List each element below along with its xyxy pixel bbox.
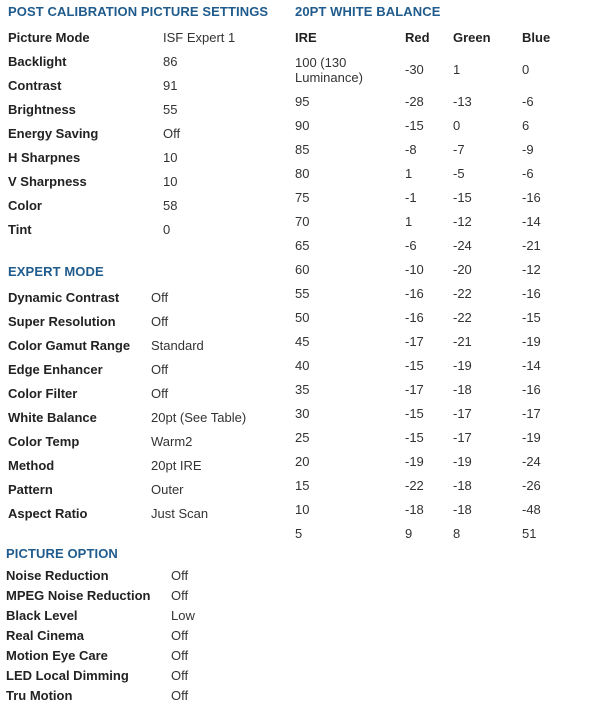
- ire-cell: 85: [295, 142, 310, 157]
- setting-value: Off: [171, 588, 189, 603]
- green-cell: -18: [453, 478, 472, 493]
- setting-value: Off: [171, 648, 189, 663]
- blue-cell: -26: [522, 478, 541, 493]
- ire-cell: 50: [295, 310, 310, 325]
- red-cell: -28: [405, 94, 424, 109]
- setting-label: H Sharpnes: [8, 150, 81, 165]
- ire-cell: 20: [295, 454, 310, 469]
- setting-label: Pattern: [8, 482, 53, 497]
- setting-value: Off: [171, 568, 189, 583]
- red-cell: -17: [405, 382, 424, 397]
- setting-value: Just Scan: [151, 506, 209, 521]
- blue-cell: -21: [522, 238, 541, 253]
- setting-label: Color Filter: [8, 386, 78, 401]
- ire-cell: 40: [295, 358, 310, 373]
- blue-cell: 0: [522, 62, 530, 77]
- setting-label: Contrast: [8, 78, 62, 93]
- ire-cell: 95: [295, 94, 310, 109]
- setting-value: Warm2: [151, 434, 193, 449]
- green-cell: -22: [453, 286, 472, 301]
- setting-label: Super Resolution: [8, 314, 116, 329]
- setting-value: 86: [163, 54, 178, 69]
- red-cell: -16: [405, 310, 424, 325]
- post-calibration-heading: POST CALIBRATION PICTURE SETTINGS: [8, 4, 269, 19]
- setting-label: Picture Mode: [8, 30, 90, 45]
- ire-cell: 5: [295, 526, 303, 541]
- green-cell: -13: [453, 94, 472, 109]
- blue-cell: -6: [522, 94, 534, 109]
- picture-option-heading: PICTURE OPTION: [6, 546, 118, 561]
- ire-cell: 55: [295, 286, 310, 301]
- ire-cell: 60: [295, 262, 310, 277]
- setting-value: Outer: [151, 482, 184, 497]
- red-cell: -19: [405, 454, 424, 469]
- column-header-blue: Blue: [522, 30, 551, 45]
- blue-cell: -16: [522, 190, 541, 205]
- expert-mode-heading: EXPERT MODE: [8, 264, 104, 279]
- green-cell: -19: [453, 358, 472, 373]
- blue-cell: -19: [522, 334, 541, 349]
- setting-value: 20pt (See Table): [151, 410, 247, 425]
- setting-value: 0: [163, 222, 171, 237]
- ire-cell: 100 (130 Luminance): [295, 55, 363, 85]
- white-balance-heading: 20PT WHITE BALANCE: [295, 4, 441, 19]
- blue-cell: -16: [522, 286, 541, 301]
- ire-cell: 45: [295, 334, 310, 349]
- ire-cell: 65: [295, 238, 310, 253]
- setting-value: 10: [163, 174, 178, 189]
- blue-cell: -14: [522, 214, 541, 229]
- setting-value: Off: [151, 290, 169, 305]
- setting-label: Edge Enhancer: [8, 362, 103, 377]
- setting-value: Off: [171, 688, 189, 703]
- red-cell: 1: [405, 166, 413, 181]
- setting-label: Color Temp: [8, 434, 80, 449]
- ire-cell: 30: [295, 406, 310, 421]
- blue-cell: -48: [522, 502, 541, 517]
- blue-cell: -17: [522, 406, 541, 421]
- blue-cell: -16: [522, 382, 541, 397]
- setting-label: Aspect Ratio: [8, 506, 88, 521]
- red-cell: -15: [405, 430, 424, 445]
- setting-value: Low: [171, 608, 195, 623]
- green-cell: -24: [453, 238, 472, 253]
- blue-cell: -24: [522, 454, 541, 469]
- red-cell: -22: [405, 478, 424, 493]
- red-cell: -10: [405, 262, 424, 277]
- setting-label: Method: [8, 458, 55, 473]
- setting-label: Motion Eye Care: [6, 648, 108, 663]
- red-cell: 9: [405, 526, 413, 541]
- ire-cell: 10: [295, 502, 310, 517]
- ire-cell: 75: [295, 190, 310, 205]
- setting-label: Backlight: [8, 54, 67, 69]
- red-cell: -15: [405, 118, 424, 133]
- setting-value: ISF Expert 1: [163, 30, 236, 45]
- setting-value: Off: [171, 668, 189, 683]
- setting-value: 10: [163, 150, 178, 165]
- green-cell: -19: [453, 454, 472, 469]
- ire-cell: 15: [295, 478, 310, 493]
- red-cell: -1: [405, 190, 417, 205]
- setting-label: Black Level: [6, 608, 78, 623]
- blue-cell: -14: [522, 358, 541, 373]
- setting-label: Color Gamut Range: [8, 338, 131, 353]
- setting-label: White Balance: [8, 410, 97, 425]
- red-cell: -30: [405, 62, 424, 77]
- ire-cell: 35: [295, 382, 310, 397]
- green-cell: -18: [453, 382, 472, 397]
- setting-value: 91: [163, 78, 178, 93]
- setting-label: Energy Saving: [8, 126, 99, 141]
- blue-cell: -6: [522, 166, 534, 181]
- setting-label: MPEG Noise Reduction: [6, 588, 151, 603]
- setting-label: Real Cinema: [6, 628, 85, 643]
- red-cell: -15: [405, 406, 424, 421]
- ire-cell: 70: [295, 214, 310, 229]
- green-cell: -17: [453, 406, 472, 421]
- setting-value: 55: [163, 102, 178, 117]
- green-cell: -21: [453, 334, 472, 349]
- blue-cell: -19: [522, 430, 541, 445]
- setting-label: Dynamic Contrast: [8, 290, 120, 305]
- green-cell: 1: [453, 62, 461, 77]
- setting-value: Off: [171, 628, 189, 643]
- setting-label: Noise Reduction: [6, 568, 109, 583]
- blue-cell: -12: [522, 262, 541, 277]
- ire-cell: 90: [295, 118, 310, 133]
- green-cell: 8: [453, 526, 461, 541]
- red-cell: -8: [405, 142, 417, 157]
- red-cell: -6: [405, 238, 417, 253]
- setting-value: 20pt IRE: [151, 458, 202, 473]
- green-cell: -22: [453, 310, 472, 325]
- setting-value: 58: [163, 198, 178, 213]
- setting-value: Off: [151, 386, 169, 401]
- green-cell: -18: [453, 502, 472, 517]
- red-cell: -15: [405, 358, 424, 373]
- green-cell: 0: [453, 118, 461, 133]
- setting-label: Brightness: [8, 102, 76, 117]
- blue-cell: 6: [522, 118, 530, 133]
- setting-label: LED Local Dimming: [6, 668, 129, 683]
- green-cell: -20: [453, 262, 472, 277]
- setting-label: V Sharpness: [8, 174, 87, 189]
- green-cell: -15: [453, 190, 472, 205]
- setting-value: Off: [163, 126, 181, 141]
- ire-cell: 25: [295, 430, 310, 445]
- column-header-green: Green: [453, 30, 491, 45]
- green-cell: -7: [453, 142, 465, 157]
- blue-cell: -15: [522, 310, 541, 325]
- column-header-ire: IRE: [295, 30, 317, 45]
- setting-value: Off: [151, 362, 169, 377]
- green-cell: -5: [453, 166, 465, 181]
- setting-label: Tru Motion: [6, 688, 73, 703]
- red-cell: 1: [405, 214, 413, 229]
- red-cell: -17: [405, 334, 424, 349]
- setting-value: Standard: [151, 338, 204, 353]
- setting-value: Off: [151, 314, 169, 329]
- setting-label: Color: [8, 198, 42, 213]
- setting-label: Tint: [8, 222, 32, 237]
- column-header-red: Red: [405, 30, 430, 45]
- blue-cell: 51: [522, 526, 537, 541]
- ire-cell: 80: [295, 166, 310, 181]
- green-cell: -17: [453, 430, 472, 445]
- red-cell: -16: [405, 286, 424, 301]
- green-cell: -12: [453, 214, 472, 229]
- red-cell: -18: [405, 502, 424, 517]
- blue-cell: -9: [522, 142, 534, 157]
